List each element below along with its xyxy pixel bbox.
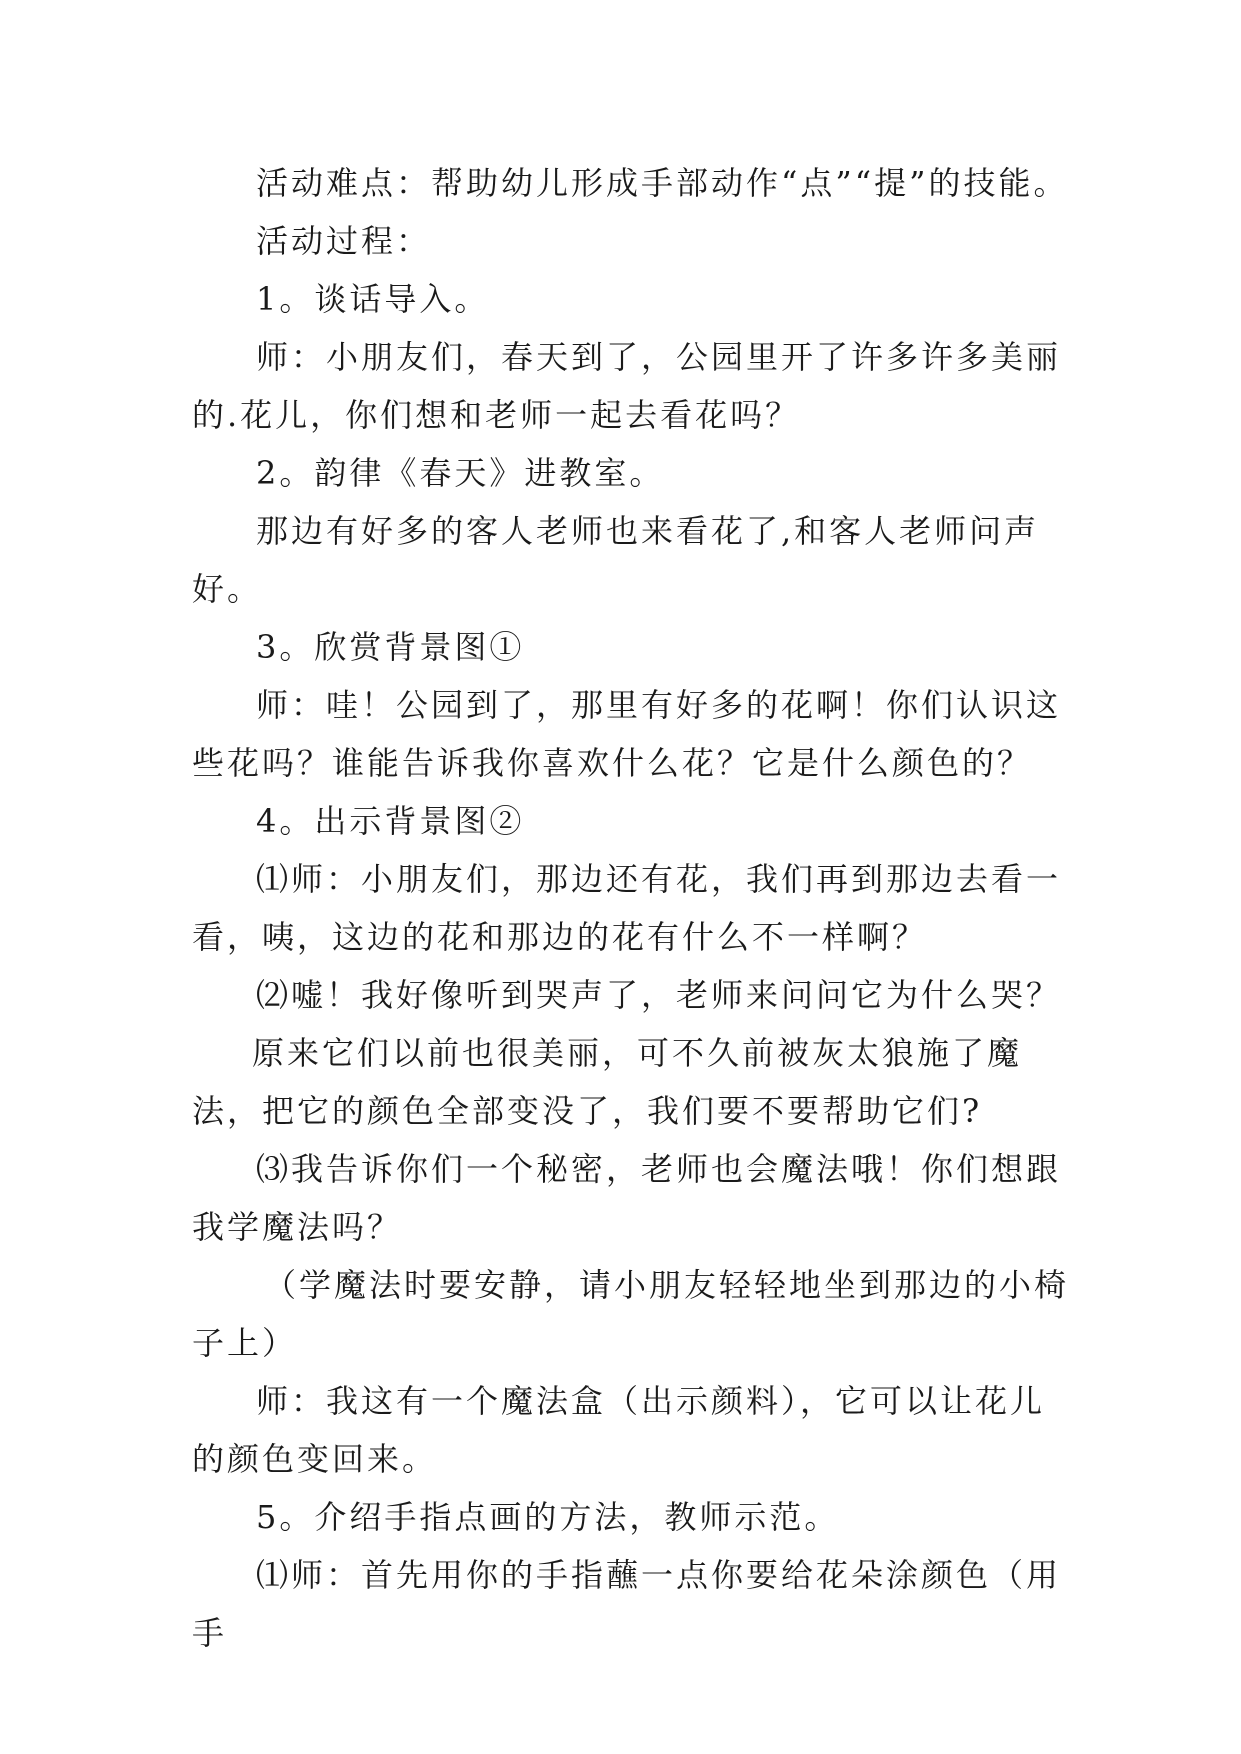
- paragraph-step-5: 5。介绍手指点画的方法，教师示范。: [256, 1498, 840, 1536]
- paragraph-quiet-note: （学魔法时要安静，请小朋友轻轻地坐到那边的小椅子上）: [192, 1266, 1070, 1362]
- paragraph-step-3: 3。欣赏背景图①: [256, 628, 525, 666]
- paragraph-step-1: 1。谈话导入。: [256, 280, 490, 318]
- paragraph-step-5-sub-1: ⑴师：首先用你的手指蘸一点你要给花朵涂颜色（用手: [192, 1556, 1062, 1652]
- paragraph-teacher-intro: 师：小朋友们，春天到了，公园里开了许多许多美丽的.花儿，你们想和老师一起去看花吗？: [192, 338, 1062, 434]
- paragraph-step-2: 2。韵律《春天》进教室。: [256, 454, 665, 492]
- paragraph-teacher-park: 师：哇！公园到了，那里有好多的花啊！你们认识这些花吗？谁能告诉我你喜欢什么花？它是什么颜色的？: [192, 686, 1062, 782]
- paragraph-sub-2: ⑵嘘！我好像听到哭声了，老师来问问它为什么哭？: [256, 976, 1062, 1014]
- paragraph-magic-box: 师：我这有一个魔法盒（出示颜料），它可以让花儿的颜色变回来。: [192, 1382, 1046, 1478]
- paragraph-wolf-magic: 原来它们以前也很美丽，可不久前被灰太狼施了魔法，把它的颜色全部变没了，我们要不要帮助它们?: [192, 1034, 1023, 1130]
- document-body: [192, 154, 1072, 1662]
- paragraph-step-4: 4。出示背景图②: [256, 802, 525, 840]
- paragraph-sub-1: ⑴师：小朋友们，那边还有花，我们再到那边去看一看，咦，这边的花和那边的花有什么不一样啊？: [192, 860, 1062, 956]
- paragraph-activity-process: 活动过程：: [256, 222, 432, 260]
- paragraph-sub-3: ⑶我告诉你们一个秘密，老师也会魔法哦！你们想跟我学魔法吗？: [192, 1150, 1062, 1246]
- paragraph-greet-guests: 那边有好多的客人老师也来看花了,和客人老师问声好。: [192, 512, 1040, 608]
- paragraph-activity-difficulty: 活动难点：帮助幼儿形成手部动作“点”“提”的技能。: [256, 164, 1069, 202]
